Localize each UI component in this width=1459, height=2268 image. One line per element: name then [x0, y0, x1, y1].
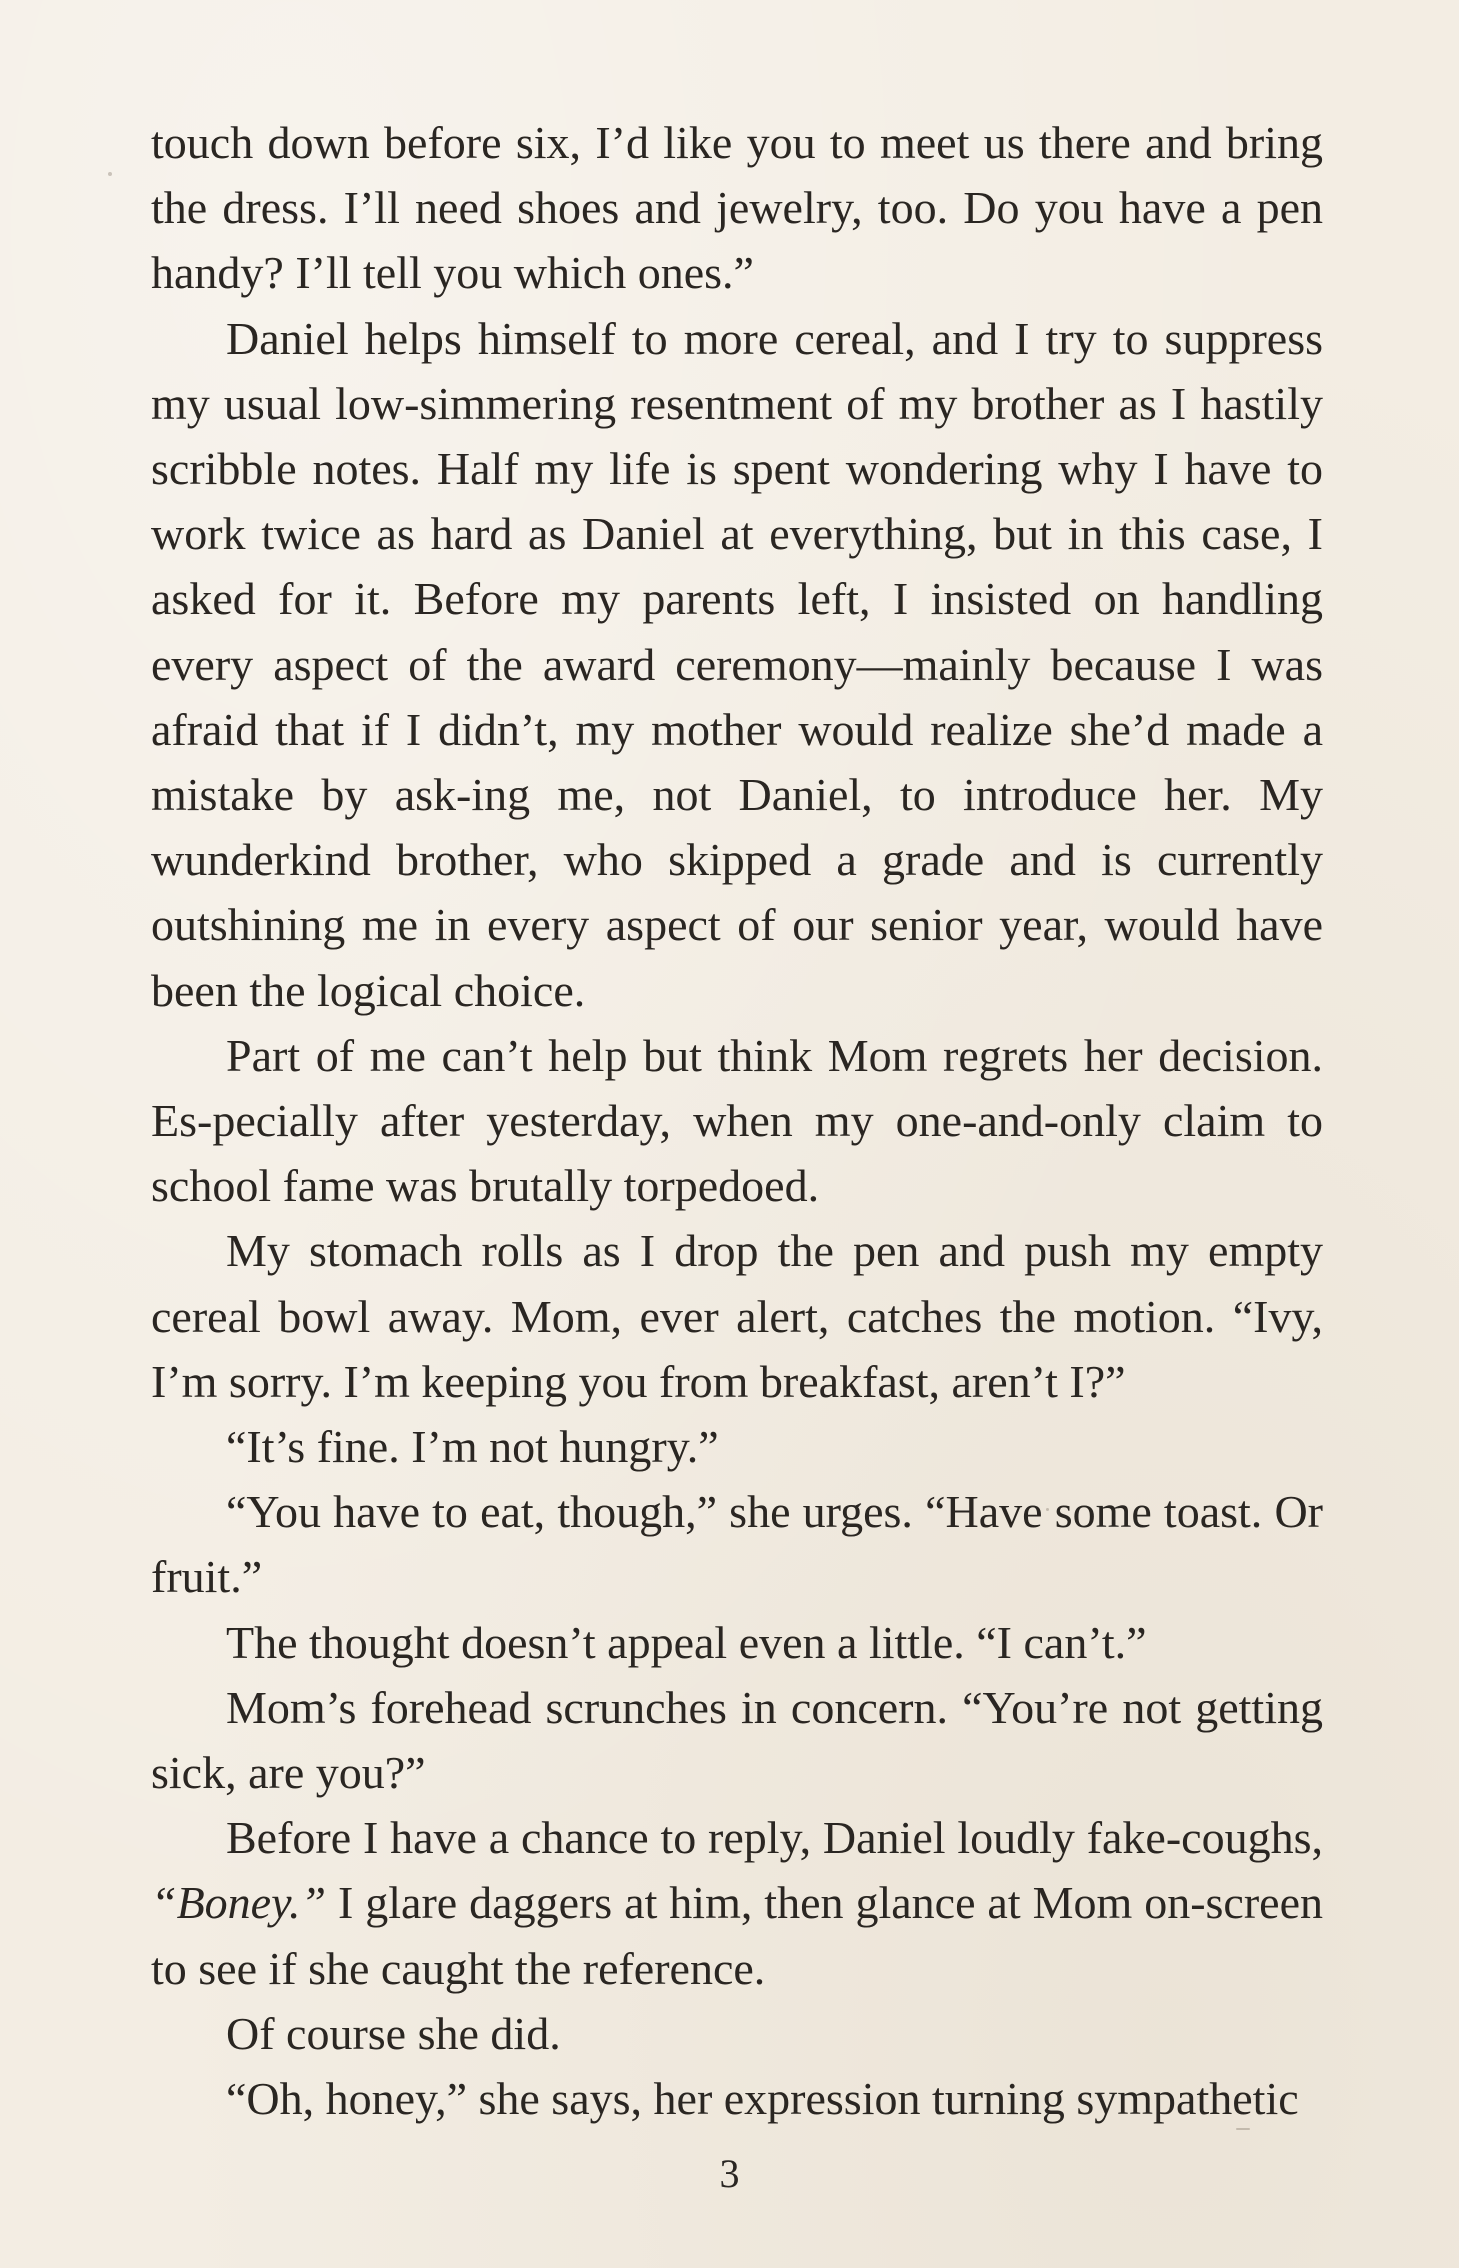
paragraph-1: touch down before six, I’d like you to meet us there and bring the dress. I’ll need shoes and jewelry, too. Do you have a pen handy? I’ll tell you which ones.”: [151, 117, 1323, 299]
paragraph-11: “Oh, honey,” she says, her expression turning sympathetic: [226, 2073, 1299, 2125]
paragraph-9-start: Before I have a chance to reply, Daniel loudly fake-coughs,: [226, 1812, 1323, 1864]
paragraph-5: “It’s fine. I’m not hungry.”: [226, 1421, 719, 1473]
paper-speck: [1046, 1508, 1049, 1511]
body-text: [151, 110, 1323, 2131]
paragraph-8: Mom’s forehead scrunches in concern. “You’re not getting sick, are you?”: [151, 1681, 1323, 1799]
paragraph-3: Part of me can’t help but think Mom regrets her decision. Es-pecially after yesterday, when my one-and-only claim to school fame was brutally torpedoed.: [151, 1029, 1323, 1212]
paragraph-9-italic: “Boney.”: [151, 1877, 327, 1929]
paragraph-2: Daniel helps himself to more cereal, and I try to suppress my usual low-simmering resentment of my brother as I hastily scribble notes. Half my life is spent wondering why I have to work twice as hard as Daniel at everything, but in this case, I asked for it. Before my parents left, I insisted on handling every aspect of the award ceremony—mainly because I was afraid that if I didn’t, my mother would realize she’d made a mistake by ask-ing me, not Daniel, to introduce her. My wunderkind brother, who skipped a grade and is currently outshining me in every aspect of our senior year, would have been the logical choice.: [151, 312, 1323, 1016]
paragraph-6: “You have to eat, though,” she urges. “Have some toast. Or fruit.”: [151, 1486, 1323, 1603]
paragraph-9: [151, 1805, 1323, 2001]
paragraph-10: Of course she did.: [226, 2007, 561, 2059]
paper-speck: [1236, 2128, 1250, 2130]
paragraph-7: The thought doesn’t appeal even a little. “I can’t.”: [226, 1616, 1147, 1668]
paper-speck: [108, 172, 112, 176]
paragraph-9-end: I glare daggers at him, then glance at Mom on-screen to see if she caught the reference.: [151, 1877, 1323, 1994]
paragraph-4: My stomach rolls as I drop the pen and push my empty cereal bowl away. Mom, ever alert, catches the motion. “Ivy, I’m sorry. I’m keeping you from breakfast, aren’t I?”: [151, 1225, 1323, 1407]
page-number: 3: [719, 2151, 740, 2196]
